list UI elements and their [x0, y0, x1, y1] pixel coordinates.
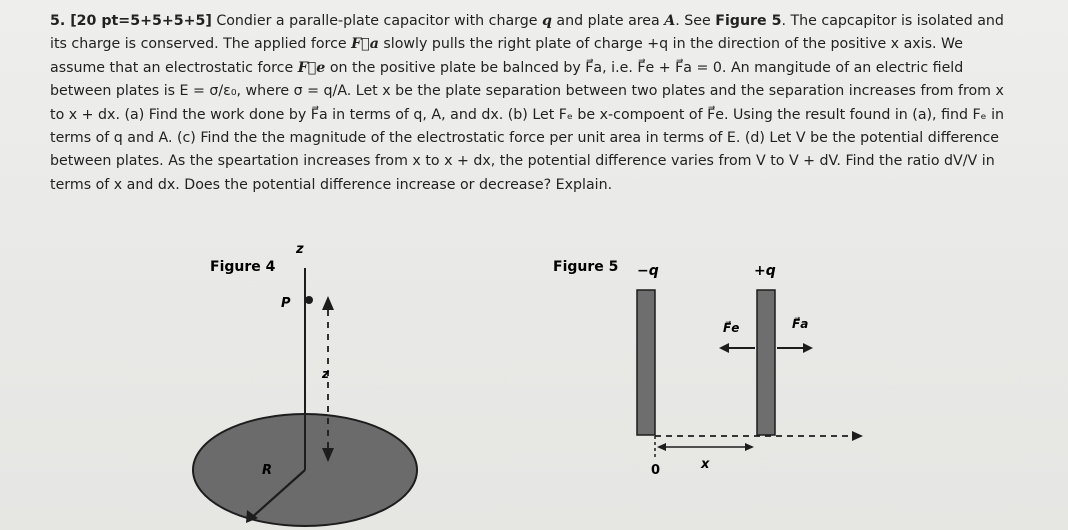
- x-axis-arrowhead-icon: [852, 431, 863, 441]
- problem-text-3: . See: [675, 13, 716, 29]
- problem-text-2: and plate area: [551, 13, 665, 29]
- area-symbol: A: [664, 13, 676, 29]
- figure-5-title: Figure 5: [553, 259, 619, 275]
- applied-force-symbol: F⃗a: [351, 36, 379, 53]
- figure-reference: Figure 5: [715, 13, 782, 29]
- problem-text-6: on the positive plate be balnced by F⃗a, i.e. F⃗e + F⃗a = 0. An mangitude of an electric field between plates is E = σ/ε₀, where σ = q/A. Let x be the plate separation between two plates and the separation increases from from x to x + dx. (a) Find the work done by F⃗a in terms of q, A, and dx. (b) Let Fₑ be x-compoent of F⃗e. Using the result found in (a), find Fₑ in terms of q and A. (c) Find the the magnitude of the electrostatic force per unit area in terms of E. (d) Let V be the potential difference between plates. As the speartation increases from x to x + dx, the potential difference varies from V to V + dV. Find the ratio dV/V in terms of x and dx. Does the potential difference increase or decrease? Explain.: [50, 59, 1005, 193]
- positive-charge-label: +q: [754, 263, 776, 279]
- separation-x-label: x: [701, 457, 710, 472]
- origin-label: 0: [651, 463, 661, 478]
- radius-label: R: [262, 463, 273, 478]
- distance-label: z: [322, 367, 329, 381]
- electrostatic-force-label: F⃗e: [723, 321, 740, 335]
- separation-right-arrow-icon: [745, 443, 754, 451]
- applied-force-label: F⃗a: [792, 317, 809, 331]
- left-arrowhead-icon: [719, 343, 729, 353]
- z-axis-label: z: [296, 242, 304, 257]
- figure-4-title: Figure 4: [210, 259, 276, 275]
- separation-left-arrow-icon: [657, 443, 666, 451]
- negative-charge-label: −q: [637, 263, 659, 279]
- problem-number: 5. [20 pt=5+5+5+5]: [50, 13, 212, 29]
- positive-plate: [757, 290, 775, 435]
- problem-text-5: slowly pulls the right plate of charge +q in the direction of the positive x axis. We assume that an electrostatic force: [50, 36, 963, 76]
- figure-4: [193, 242, 417, 526]
- figure-5: [553, 259, 863, 478]
- problem-text-1: Condier a paralle-plate capacitor with charge: [211, 13, 542, 29]
- right-arrowhead-icon: [803, 343, 813, 353]
- negative-plate: [637, 290, 655, 435]
- problem-text-4: . The capcapitor is isolated and its charge is conserved. The applied force: [50, 13, 1004, 53]
- electrostatic-force-symbol: F⃗e: [297, 59, 326, 76]
- point-p-label: P: [281, 296, 291, 311]
- charge-symbol: q: [542, 13, 552, 29]
- distance-arrow-up-icon: [322, 296, 334, 310]
- point-p-dot: [305, 296, 313, 304]
